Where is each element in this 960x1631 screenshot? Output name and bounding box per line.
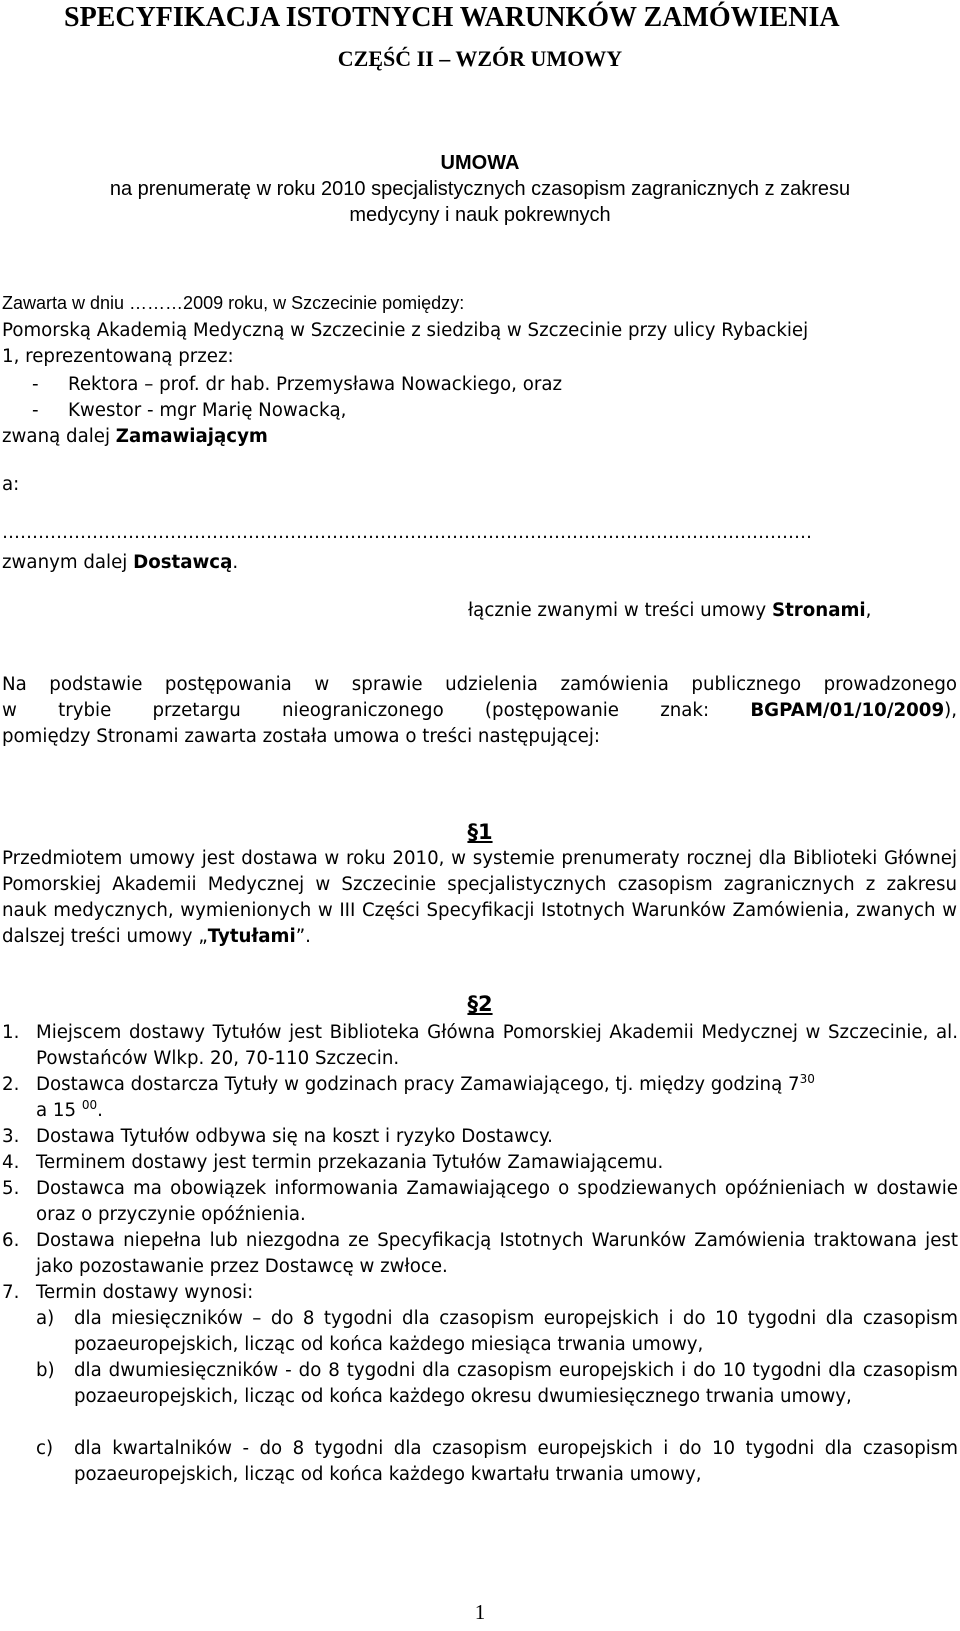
parties-together-line (468, 598, 958, 624)
representative-rector-text: Rektora – prof. dr hab. Przemysława Nowackiego, oraz (68, 374, 563, 395)
section-1-text (2, 846, 957, 950)
agreement-description-line1: na prenumeratę w roku 2010 specjalistycznych czasopism zagranicznych z zakresu (109, 178, 851, 200)
item-2-number: 2. (2, 1074, 20, 1095)
basis-line1: Na podstawie postępowania w sprawie udzielenia zamówienia publicznego prowadzonego (2, 674, 957, 695)
buyer-name: Zamawiającym (115, 426, 268, 447)
subitem-c-text: dla kwartalników - do 8 tygodni dla czasopism europejskich i do 10 tygodni dla czasopism pozaeuropejskich, licząc od końca każdego kwartału trwania umowy, (74, 1438, 958, 1485)
item-7-number: 7. (2, 1282, 20, 1303)
representative-bursar (2, 398, 958, 424)
subitem-b-label: b) (36, 1360, 55, 1381)
supplier-name: Dostawcą (133, 552, 233, 573)
list-dash: - (32, 374, 39, 395)
document-title: SPECYFIKACJA ISTOTNYCH WARUNKÓW ZAMÓWIENIA (64, 2, 840, 33)
parties-name: Stronami (771, 600, 866, 621)
subitem-c-label: c) (36, 1438, 54, 1459)
parties-buyer-line2: 1, reprezentowaną przez: (2, 346, 234, 367)
supplier-called-suffix: . (232, 552, 239, 573)
subitem-b-text: dla dwumiesięczników - do 8 tygodni dla czasopism europejskich i do 10 tygodni dla czasopism pozaeuropejskich, licząc od końca każdego okresu dwumiesięcznego trwania umowy, (74, 1360, 958, 1407)
buyer-called-prefix: zwaną dalej (2, 426, 116, 447)
supplier-called-prefix: zwanym dalej (2, 552, 134, 573)
agreement-description-line2: medycyny i nauk pokrewnych (349, 204, 611, 226)
item-1-text: Miejscem dostawy Tytułów jest Biblioteka Główna Pomorskiej Akademii Medycznej w Szczecinie, al. Powstańców Wlkp. 20, 70-110 Szczecin. (36, 1022, 958, 1069)
item-3-number: 3. (2, 1126, 20, 1147)
section-2-title: §2 (467, 992, 493, 1016)
item-6-number: 6. (2, 1230, 20, 1251)
basis-line3: pomiędzy Stronami zawarta została umowa o treści następującej: (2, 726, 601, 747)
section-1-quote-close: ”. (295, 926, 311, 947)
item-3-text: Dostawa Tytułów odbywa się na koszt i ryzyko Dostawcy. (36, 1126, 553, 1147)
buyer-called-line (2, 424, 958, 450)
proceeding-code: BGPAM/01/10/2009 (750, 700, 945, 721)
item-6-text: Dostawa niepełna lub niezgodna ze Specyfikacją Istotnych Warunków Zamówienia traktowana jest jako pozostawanie przez Dostawcę w zwłoce. (36, 1230, 958, 1277)
item-2-text-c: . (97, 1100, 103, 1121)
item-2-text (36, 1072, 958, 1124)
subitem-a-label: a) (36, 1308, 55, 1329)
basis-line2-suffix: ), (944, 700, 957, 721)
page-number: 1 (474, 1600, 486, 1624)
document-subtitle: CZĘŚĆ II – WZÓR UMOWY (337, 46, 623, 71)
subitem-a-text: dla miesięczników – do 8 tygodni dla czasopism europejskich i do 10 tygodni dla czasopism pozaeuropejskich, licząc od końca każdego miesiąca trwania umowy, (74, 1308, 958, 1355)
item-4-number: 4. (2, 1152, 20, 1173)
item-4-text: Terminem dostawy jest termin przekazania Tytułów Zamawiającemu. (36, 1152, 664, 1173)
item-7-text: Termin dostawy wynosi: (36, 1282, 254, 1303)
item-2-text-a: Dostawca dostarcza Tytuły w godzinach pracy Zamawiającego, tj. między godziną 7 (36, 1074, 800, 1095)
basis-line2-prefix: w trybie przetargu nieograniczonego (postępowanie znak: (2, 700, 751, 721)
representative-rector (2, 372, 958, 398)
list-dash: - (32, 400, 39, 421)
basis-line2 (2, 698, 957, 724)
item-2-sup-a: 30 (799, 1071, 815, 1086)
section-1-quote-open: „ (198, 926, 208, 947)
titles-term: Tytułami (207, 926, 296, 947)
parties-buyer-line: Pomorską Akademią Medyczną w Szczecinie z siedzibą w Szczecinie przy ulicy Rybackiej (2, 320, 809, 341)
item-2-text-b: a 15 (36, 1100, 82, 1121)
parties-date-line: Zawarta w dniu ………2009 roku, w Szczecinie pomiędzy: (2, 293, 465, 313)
item-5-text: Dostawca ma obowiązek informowania Zamawiającego o spodziewanych opóźnieniach w dostawie oraz o przyczynie opóźnienia. (36, 1178, 958, 1225)
and-label: a: (2, 474, 20, 495)
supplier-called-line (2, 550, 958, 576)
item-5-number: 5. (2, 1178, 20, 1199)
item-2-sup-b: 00 (81, 1097, 98, 1112)
section-1-body: Przedmiotem umowy jest dostawa w roku 2010, w systemie prenumeraty rocznej dla Biblioteki Głównej Pomorskiej Akademii Medycznej w Szczecinie specjalistycznych czasopism zagranicznych z zakresu nauk medycznych, wymienionych w III Części Specyfikacji Istotnych Warunków Zamówienia, zwanych w dalszej treści umowy (2, 848, 957, 947)
parties-together-suffix: , (865, 600, 872, 621)
representative-bursar-text: Kwestor - mgr Marię Nowacką, (68, 400, 347, 421)
agreement-heading: UMOWA (440, 152, 520, 174)
item-1-number: 1. (2, 1022, 20, 1043)
parties-together-prefix: łącznie zwanymi w treści umowy (468, 600, 772, 621)
section-1-title: §1 (467, 820, 493, 844)
supplier-blank-line: ……………………………………………………………………………………………………………………… (2, 522, 812, 543)
